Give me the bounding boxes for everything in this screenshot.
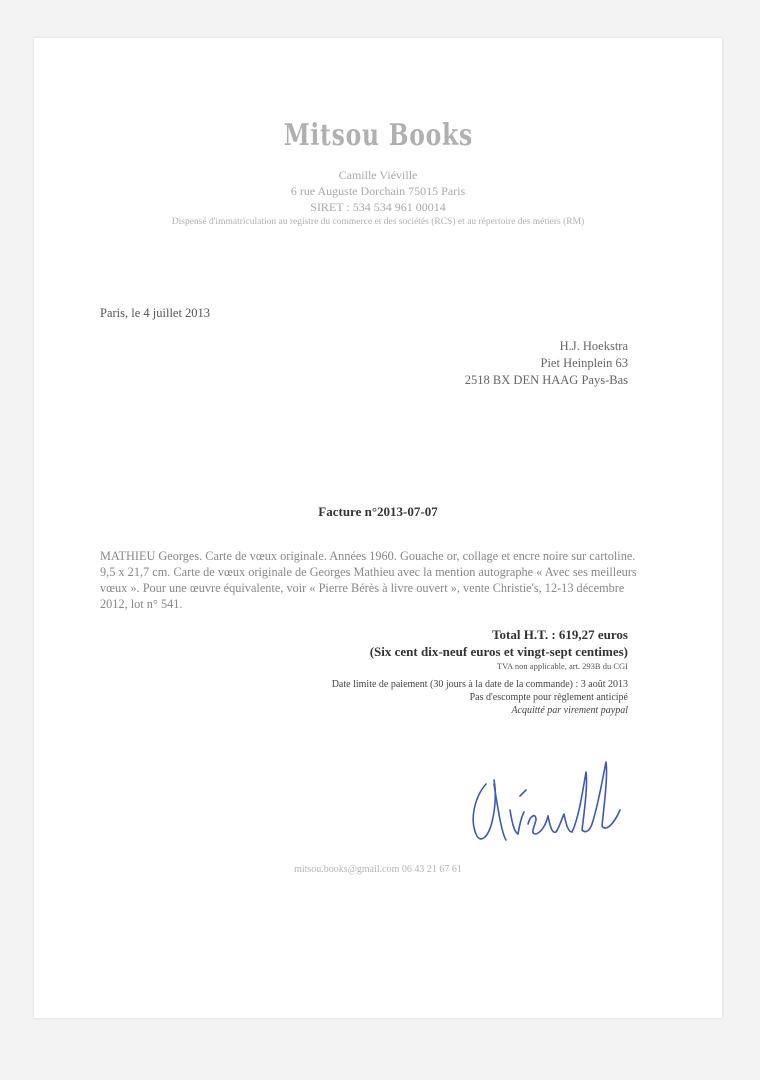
invoice-page: [34, 38, 722, 1018]
payment-deadline: Date limite de paiement (30 jours à la date de la commande) : 3 août 2013: [331, 679, 628, 690]
totals-block: [370, 626, 628, 672]
total-ht: Total H.T. : 619,27 euros: [492, 627, 628, 642]
item-description: MATHIEU Georges. Carte de vœux originale. Années 1960. Gouache or, collage et encre noire sur cartoline. 9,5 x 21,7 cm. Carte de vœux originale de Georges Mathieu avec la mention autographe « Avec ses meilleurs vœux ». Pour une œuvre équivalente, voir « Pierre Bérès à livre ouvert », vente Christie's, 12-13 décembre 2012, lot n° 541.: [100, 549, 637, 611]
recipient-street: Piet Heinplein 63: [540, 356, 628, 370]
recipient-name: H.J. Hoekstra: [559, 339, 628, 353]
place-date: Paris, le 4 juillet 2013: [100, 306, 211, 320]
letterhead-address: 6 rue Auguste Dorchain 75015 Paris: [290, 184, 466, 198]
letterhead: [34, 118, 722, 229]
brand-name: Mitsou Books: [283, 118, 473, 153]
invoice-title: Facture n°2013-07-07: [318, 504, 438, 519]
letterhead-owner: Camille Viéville: [338, 168, 418, 182]
handwritten-signature: [464, 750, 644, 850]
payment-terms: [332, 678, 628, 717]
letterhead-siret: SIRET : 534 534 961 00014: [310, 200, 446, 214]
letterhead-exemption: Dispensé d'immatriculation au registre du commerce et des sociétés (RCS) et au répertoire des métiers (RM): [171, 217, 585, 227]
paid-note: Acquitté par virement paypal: [511, 705, 628, 716]
footer-contact: mitsou.books@gmail.com 06 43 21 67 61: [294, 864, 462, 875]
tva-note: TVA non applicable, art. 293B du CGI: [496, 661, 628, 671]
recipient-city: 2518 BX DEN HAAG Pays-Bas: [464, 373, 628, 387]
recipient-address: [465, 338, 628, 389]
total-in-words: (Six cent dix-neuf euros et vingt-sept centimes): [369, 644, 628, 659]
discount-note: Pas d'escompte pour règlement anticipé: [469, 692, 628, 703]
